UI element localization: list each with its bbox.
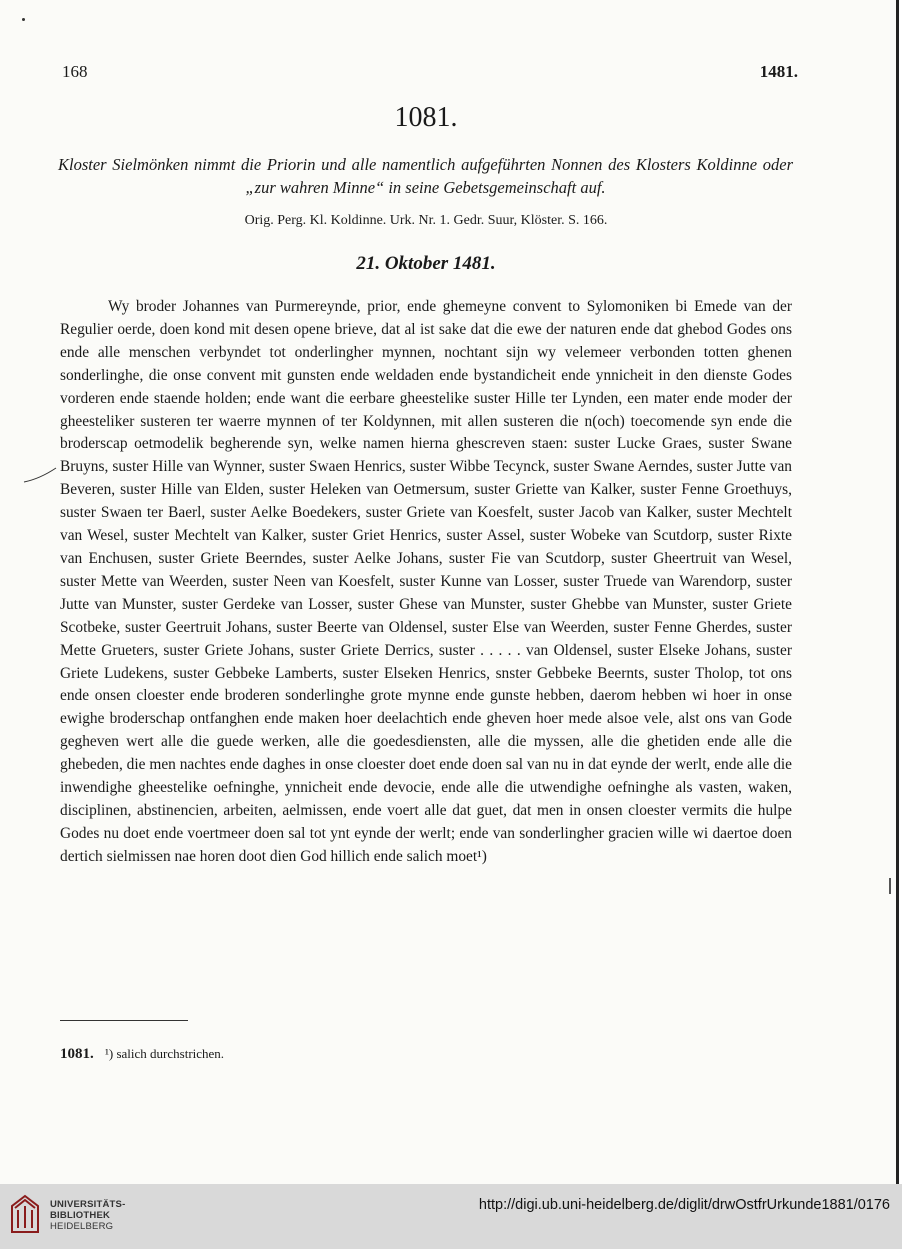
footnote-text: ¹) salich durchstrichen.: [105, 1046, 225, 1061]
source-reference: Orig. Perg. Kl. Koldinne. Urk. Nr. 1. Gedr. Suur, Klöster. S. 166.: [244, 213, 608, 228]
document-number: 1081.: [394, 102, 458, 133]
library-name-line3: HEIDELBERG: [50, 1221, 114, 1232]
library-name-line2: BIBLIOTHEK: [50, 1210, 111, 1221]
running-year: 1481.: [759, 62, 798, 81]
margin-pencil-mark-icon: [22, 466, 58, 484]
footnote-divider: [60, 1020, 188, 1021]
document-date: 21. Oktober 1481.: [356, 253, 496, 274]
footer-bar: [0, 1184, 902, 1249]
university-library-logo-icon[interactable]: [10, 1194, 40, 1234]
library-name: [50, 1199, 125, 1232]
footnote: [60, 1046, 224, 1063]
edge-speck: [22, 18, 25, 21]
document-body: Wy broder Johannes van Purmereynde, prior, ende ghemeyne convent to Sylomoniken bi Emede van der Regulier oerde, doen kond mit desen opene brieve, dat al ist sake dat die ewe der naturen ende dat ghebod Godes ons ende alle menschen verbyndet tot onderlingher mynnen, nochtant sijn wy velemeer verbonden totten ghenen sonderlinghe, die onse convent mit gunsten ende weldaden ende bystandicheit ende ynnicheit in den dienste Godes vorderen ende staende holden; ende want die eerbare gheestelike suster Hille ter Lynden, een mater ende moder der gheesteliker susteren ter waerre mynnen of ter Koldynnen, mit allen susteren die n(och) toecomende syn ende die broderscap oetmodelik begherende syn, welke namen hierna ghescreven staen: suster Lucke Graes, suster Swane Bruyns, suster Hille van Wynner, suster Swaen Henrics, suster Wibbe Tecynck, suster Swane Aerndes, suster Jutte van Beveren, suster Hille van Elden, suster Heleken van Oetmersum, suster Griette van Kalker, suster Fenne Groethuys, suster Swaen ter Baerl, suster Aelke Boedekers, suster Griete van Koesfelt, suster Jacob van Kalker, suster Mechtelt van Wesel, suster Mechtelt van Kalker, suster Griet Henrics, suster Assel, suster Wobeke van Scutdorp, suster Rixte van Enchusen, suster Griete Beerndes, suster Aelke Johans, suster Fie van Scutdorp, suster Gheertruit van Wesel, suster Mette van Weerden, suster Neen van Koesfelt, suster Kunne van Losser, suster Truede van Warendorp, suster Jutte van Munster, suster Gerdeke van Losser, suster Ghese van Munster, suster Ghebbe van Munster, suster Griete Scotbeke, suster Geertruit Johans, suster Beerte van Oldensel, suster Else van Weerden, suster Fenne Gherdes, suster Mette Grueters, suster Griete Johans, suster Griete Derrics, suster . . . . . van Oldensel, suster Elseke Johans, suster Griete Ludekens, suster Gebbeke Lamberts, suster Elseken Henrics, snster Gebbeke Beernts, suster Tholop, tot ons ende onsen cloester ende broderen sonderlinghe grote mynne ende gunste hebben, daerom hebben wi hoer in onse ewighe broderschap ontfanghen ende maken hoer deelachtich ende gheven hoer mede alsoe vele, alst ons van Gode gegheven wert alle die guede werken, alle die goedesdiensten, alle die myssen, alle die ghetiden ende alle die ghebeden, die men nachtes ende daghes in onse cloester doet ende doen sal van nu in dat eynde der werlt, ende alle die inwendighe gheestelike oefninghe, ynnicheit ende devocie, ende alle die utwendighe oefninghe als vasten, waken, disciplinen, abstinencien, arbeiten, aelmissen, ende voert alle dat guet, dat men in onsen cloester vermits die hulpe Godes nu doet ende voertmeer doen sal tot ynt eynde der werlt; ende van sonderlingher gracien wille wi daertoe doen dertich sielmissen nae horen doot dien God hillich ende salich moet¹): [60, 298, 792, 865]
page-number: 168: [62, 62, 88, 81]
document-title: Kloster Sielmönken nimmt die Priorin und alle namentlich aufgeführten Nonnen des Klosters Koldinne oder „zur wahren Minne“ in seine Gebetsgemeinschaft auf.: [58, 155, 793, 197]
permalink-url[interactable]: http://digi.ub.uni-heidelberg.de/diglit/drwOstfrUrkunde1881/0176: [478, 1197, 890, 1213]
margin-tick: [889, 878, 891, 894]
footnote-number: 1081.: [60, 1046, 94, 1062]
library-name-line1: UNIVERSITÄTS-: [50, 1199, 126, 1210]
